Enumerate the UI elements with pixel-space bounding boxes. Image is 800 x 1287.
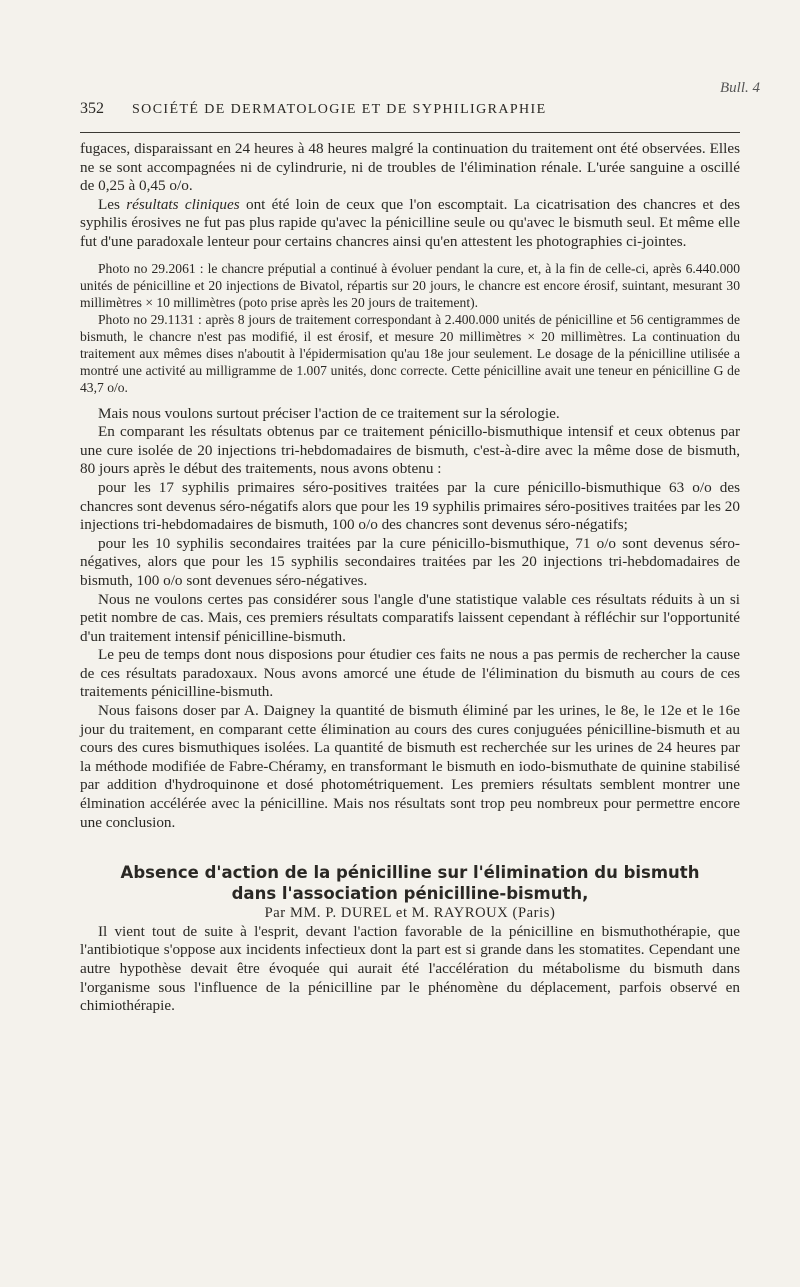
paragraph-clinical-results [80, 196, 740, 252]
paragraph: pour les 17 syphilis primaires séro-positives traitées par la cure pénicillo-bismuthique 63 o/o des chancres sont devenus séro-négatifs alors que pour les 19 syphilis primaires séro-positives traitées par les 20 injections tri-hebdomadaires de bismuth, 100 o/o des chancres sont devenus séro-négatifs; [80, 478, 740, 534]
title-line-1: Absence d'action de la pénicilline sur l'élimination du bismuth [120, 863, 700, 883]
paragraph: Le peu de temps dont nous disposions pour étudier ces faits ne nous a pas permis de rechercher la cause de ces résultats paradoxaux. Nous avons amorcé une étude de l'élimination du bismuth au cours de ces traitements pénicilline-bismuth. [80, 646, 740, 701]
running-header [80, 100, 740, 118]
margin-annotation: Bull. 4 [720, 80, 760, 96]
page-number: 352 [80, 100, 104, 117]
paragraph: En comparant les résultats obtenus par ce traitement pénicillo-bismuthique intensif et ceux obtenus par une cure isolée de 20 injections tri-hebdomadaires de bismuth, c'est-à-dire avec la même dose de bismuth, 80 jours après le début des traitements, nous avons obtenu : [80, 423, 740, 478]
emphasis: résultats cliniques [126, 195, 240, 213]
paragraph: pour les 10 syphilis secondaires traitées par la cure pénicillo-bismuthique, 71 o/o sont devenus séro-négatives, alors que pour les 15 syphilis secondaires traitées par les 20 injections tri-hebdomadaires de bismuth, 100 o/o sont devenues séro-négatives. [80, 534, 740, 589]
paragraph: Nous ne voulons certes pas considérer sous l'angle d'une statistique valable ces résultats réduits à un si petit nombre de cas. Mais, ces premiers résultats comparatifs laissent cependant à réfléchir sur l'opportunité d'un traitement intensif pénicilline-bismuth. [80, 590, 740, 645]
running-title: SOCIÉTÉ DE DERMATOLOGIE ET DE SYPHILIGRAPHIE [132, 102, 547, 117]
paragraph: Nous faisons doser par A. Daigney la quantité de bismuth éliminé par les urines, le 8e, le 12e et le 16e jour du traitement, en comparant cette élimination au cours des cures conjuguées pénicilline-bismuth et au cours des cures bismuthiques isolées. La quantité de bismuth est recherchée sur les urines de 24 heures par la méthode modifiée de Fabre-Chéramy, en transformant le bismuth en iodo-bismuthate de quinine stabilisé par addition d'hydroquinone et dosé photométriquement. Les premiers résultats semblent montrer une élmination accélérée avec la pénicilline. Mais nos résultats sont trop peu nombreux pour permettre encore une conclusion. [80, 702, 740, 831]
text-fragment: ont été loin de ceux que l'on escomptait. La cicatrisation des chancres et des syphilis érosives ne fut pas plus rapide qu'avec la pénicilline seule ou qu'avec le bismuth seul. Et même elle fut d'une paradoxale lenteur pour certains chancres ainsi qu'en attestent les photographies ci-jointes. [80, 195, 740, 250]
paragraph: Mais nous voulons surtout préciser l'action de ce traitement sur la sérologie. [98, 404, 560, 422]
photo-caption-2: Photo no 29.1131 : après 8 jours de traitement correspondant à 2.400.000 unités de pénicilline et 56 centigrammes de bismuth, le chancre n'est pas modifié, il est érosif, et mesure 20 millimètres × 20 millimètres. La continuation du traitement aux mêmes dises n'aboutit à l'épidermisation qu'au 18e jour seulement. Le dosage de la pénicilline utilisée a montré une activité au milligramme de 1.007 unités, donc correcte. Cette pénicilline avait une teneur en pénicilline G de 43,7 o/o. [80, 311, 740, 395]
article-byline: Par MM. P. DUREL et M. RAYROUX (Paris) [264, 905, 556, 922]
text-fragment: Les [98, 195, 127, 213]
photo-caption-1: Photo no 29.2061 : le chancre préputial a continué à évoluer pendant la cure, et, à la fin de celle-ci, après 6.440.000 unités de pénicilline et 20 injections de Bivatol, répartis sur 20 jours, le chancre est encore érosif, suintant, mesurant 30 millimètres × 10 millimètres (poto prise après les 20 jours de traitement). [80, 260, 740, 310]
page-body [80, 140, 740, 1016]
paragraph-continuation: fugaces, disparaissant en 24 heures à 48 heures malgré la continuation du traitement ont été observées. Elles ne se sont accompagnées ni de cylindrurie, ni de troubles de l'élimination rénale. L'urée sanguine a oscillé de 0,25 à 0,45 o/o. [80, 140, 740, 195]
header-rule [80, 132, 740, 133]
article-intro: Il vient tout de suite à l'esprit, devant l'action favorable de la pénicilline en bismuthothérapie, que l'antibiotique s'oppose aux incidents infectieux dont la part est si grande dans les stomatites. Cependant une autre hypothèse devait être évoquée qui aurait été l'accélération du métabolisme du bismuth dans l'organisme sous l'influence de la pénicilline par le phénomène du déplacement, parfois observé en chimiothérapie. [80, 922, 740, 1015]
article-title [80, 862, 740, 904]
title-line-2: dans l'association pénicilline-bismuth, [231, 884, 589, 904]
